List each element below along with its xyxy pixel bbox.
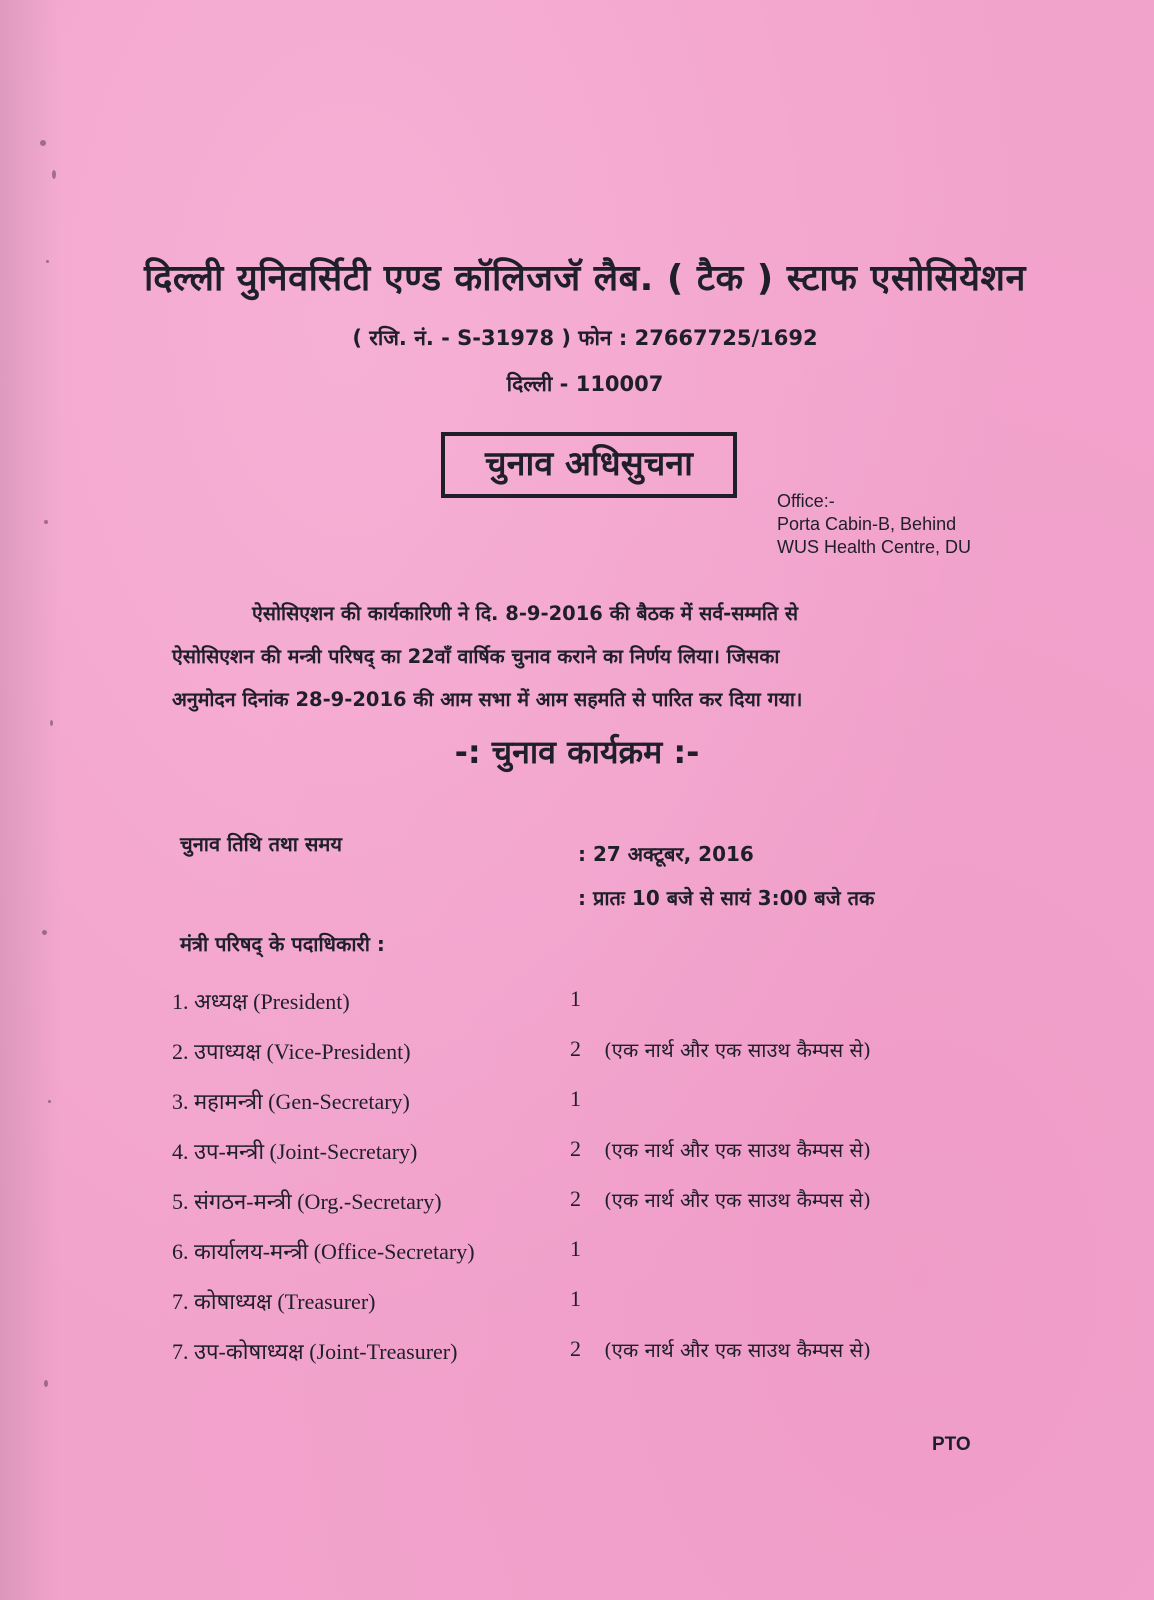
scan-speck bbox=[50, 720, 53, 726]
officer-count: 2 bbox=[570, 1136, 581, 1161]
officer-note: (एक नार्थ और एक साउथ कैम्पस से) bbox=[604, 1038, 871, 1062]
officer-row bbox=[172, 1236, 1032, 1286]
officer-note: (एक नार्थ और एक साउथ कैम्पस से) bbox=[604, 1338, 871, 1362]
scan-speck bbox=[44, 1380, 48, 1387]
officer-name: 3. महामन्त्री (Gen-Secretary) bbox=[172, 1089, 410, 1114]
intro-line-3: अनुमोदन दिनांक 28-9-2016 की आम सभा में आम सहमति से पारित कर दिया गया। bbox=[172, 688, 803, 711]
officer-row bbox=[172, 986, 1032, 1036]
officer-name: 4. उप-मन्त्री (Joint-Secretary) bbox=[172, 1139, 418, 1164]
officer-count: 1 bbox=[570, 1286, 581, 1311]
officer-row bbox=[172, 1336, 1032, 1386]
scan-speck bbox=[48, 1100, 51, 1103]
scan-speck bbox=[42, 930, 47, 935]
officer-name: 1. अध्यक्ष (President) bbox=[172, 989, 350, 1014]
officers-heading: मंत्री परिषद् के पदाधिकारी : bbox=[180, 932, 385, 956]
election-time-value: : प्रातः 10 बजे से सायं 3:00 बजे तक bbox=[578, 886, 875, 910]
officer-count: 2 bbox=[570, 1036, 581, 1061]
election-date-label: चुनाव तिथि तथा समय bbox=[180, 832, 342, 856]
officer-count: 1 bbox=[570, 1086, 581, 1111]
officer-count: 2 bbox=[570, 1186, 581, 1211]
office-line-2: WUS Health Centre, DU bbox=[777, 537, 972, 557]
officer-row bbox=[172, 1036, 1032, 1086]
scan-speck bbox=[40, 140, 46, 146]
scan-speck bbox=[52, 170, 56, 179]
officer-name: 2. उपाध्यक्ष (Vice-President) bbox=[172, 1039, 411, 1064]
officer-row bbox=[172, 1086, 1032, 1136]
office-line-1: Porta Cabin-B, Behind bbox=[777, 514, 957, 534]
officer-count: 2 bbox=[570, 1336, 581, 1361]
officer-name: 6. कार्यालय-मन्त्री (Office-Secretary) bbox=[172, 1239, 475, 1264]
office-address bbox=[777, 490, 971, 559]
intro-paragraph bbox=[172, 592, 1002, 721]
officer-row bbox=[172, 1136, 1032, 1186]
scan-speck bbox=[44, 520, 48, 524]
officer-name: 7. उप-कोषाध्यक्ष (Joint-Treasurer) bbox=[172, 1339, 458, 1364]
scanned-edge-shadow bbox=[0, 0, 60, 1600]
officer-note: (एक नार्थ और एक साउथ कैम्पस से) bbox=[604, 1188, 871, 1212]
officer-row bbox=[172, 1186, 1032, 1236]
pto-label: PTO bbox=[932, 1434, 971, 1455]
notice-title-box bbox=[441, 432, 737, 498]
office-label: Office:- bbox=[777, 491, 835, 511]
officer-name: 5. संगठन-मन्त्री (Org.-Secretary) bbox=[172, 1189, 442, 1214]
officer-row bbox=[172, 1286, 1032, 1336]
registration-phone: ( रजि. नं. - S-31978 ) फोन : 27667725/1692 bbox=[352, 326, 818, 350]
officer-count: 1 bbox=[570, 986, 581, 1011]
officers-list bbox=[172, 986, 1032, 1386]
schedule-heading: -: चुनाव कार्यक्रम :- bbox=[454, 733, 700, 771]
notice-title: चुनाव अधिसुचना bbox=[485, 444, 693, 484]
city-pincode: दिल्ली - 110007 bbox=[506, 372, 664, 396]
officer-name: 7. कोषाध्यक्ष (Treasurer) bbox=[172, 1289, 376, 1314]
association-title: दिल्ली युनिवर्सिटी एण्ड कॉलिजजॅ लैब. ( टैक ) स्टाफ एसोसियेशन bbox=[143, 258, 1027, 299]
officer-count: 1 bbox=[570, 1236, 581, 1261]
officer-note: (एक नार्थ और एक साउथ कैम्पस से) bbox=[604, 1138, 871, 1162]
election-date-value: : 27 अक्टूबर, 2016 bbox=[578, 842, 754, 866]
intro-line-2: ऐसोसिएशन की मन्त्री परिषद् का 22वाँ वार्षिक चुनाव कराने का निर्णय लिया। जिसका bbox=[172, 645, 780, 668]
intro-line-1: ऐसोसिएशन की कार्यकारिणी ने दि. 8-9-2016 की बैठक में सर्व-सम्मति से bbox=[252, 602, 799, 625]
